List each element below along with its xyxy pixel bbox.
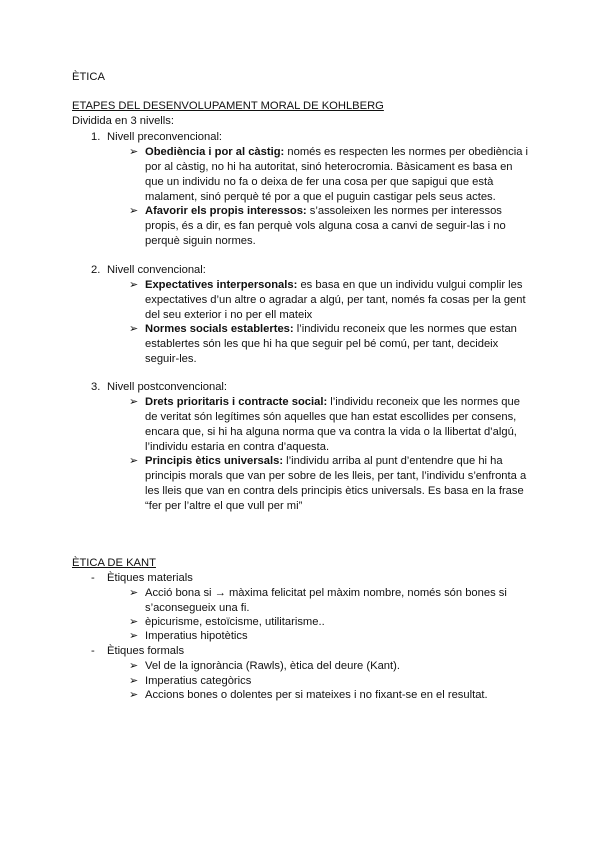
item-text-line: s’aconsegueix una fi.: [145, 602, 250, 614]
item-text-line: malament, sinó perquè té por a que el puguin castigar pels seus actes.: [145, 191, 496, 203]
arrow-bullet-icon: ➢: [129, 630, 139, 642]
list-item: Accions bones o dolentes per si mateixes i no fixant-se en el resultat.: [145, 689, 488, 701]
level-label: Nivell preconvencional:: [107, 131, 223, 143]
list-item: Imperatius categòrics: [145, 675, 252, 687]
item-text-line: només es respecten les normes per obediència i: [284, 146, 529, 158]
page-title: ÈTICA: [72, 71, 105, 83]
item-text-line: l’individu reconeix que les normes que estan: [293, 323, 517, 335]
arrow-bullet-icon: ➢: [129, 616, 139, 628]
item-text-line: l’individu reconeix que les normes que: [327, 396, 520, 408]
list-item: [145, 395, 533, 455]
item-text-line: Acció bona si → màxima felicitat pel màxim nombre, només són bones si: [145, 587, 507, 599]
item-text-line: establertes són les que hi ha que seguir pel bé comú, per tant, decideix: [145, 338, 499, 350]
level-number: 1.: [91, 131, 101, 143]
item-text-line: de veritat són legítimes són aquelles que han estat escollides per consens,: [145, 411, 517, 423]
list-item: [145, 454, 533, 514]
arrow-bullet-icon: ➢: [129, 455, 139, 467]
item-term: Afavorir els propis interessos:: [145, 205, 307, 217]
item-text-line: seguir-les.: [145, 353, 197, 365]
arrow-bullet-icon: ➢: [129, 396, 139, 408]
item-term: Normes socials establertes:: [145, 323, 294, 335]
list-item: [145, 322, 533, 367]
list-item: Vel de la ignorància (Rawls), ètica del deure (Kant).: [145, 660, 400, 672]
dash-bullet-icon: -: [91, 645, 95, 657]
list-item: [145, 145, 533, 205]
list-item: Imperatius hipotètics: [145, 630, 248, 642]
list-item: èpicurisme, estoïcisme, utilitarisme..: [145, 616, 325, 628]
item-text-line: l’individu arriba al punt d’entendre que hi ha: [283, 455, 503, 467]
item-text-line: propis, és a dir, es fan perquè vols alguna cosa a canvi de seguir-las i no: [145, 220, 506, 232]
item-text-line: l’individu estaria en contra d’aquesta.: [145, 441, 330, 453]
item-text-line: expectatives d’un altre o agradar a algú, per tant, només fa cosas per la gent: [145, 294, 526, 306]
list-item: [145, 278, 533, 323]
level-label: Nivell convencional:: [107, 264, 206, 276]
item-text-line: por al càstig, no hi ha autoritat, sinó heterocromia. Bàsicament es basa en: [145, 161, 513, 173]
item-text-line: les lleis que van en contra dels principis ètics universals. Es basa en la frase: [145, 485, 524, 497]
section-heading-kant: ÈTICA DE KANT: [72, 557, 156, 569]
arrow-bullet-icon: ➢: [129, 689, 139, 701]
item-term: Obediència i por al càstig:: [145, 146, 285, 158]
item-text-line: que un individu no fa o deixa de fer una cosa per que sapigui que està: [145, 176, 494, 188]
item-term: Principis ètics universals:: [145, 455, 284, 467]
arrow-bullet-icon: ➢: [129, 205, 139, 217]
arrow-bullet-icon: ➢: [129, 279, 139, 291]
list-item: [145, 204, 533, 249]
item-term: Drets prioritaris i contracte social:: [145, 396, 328, 408]
group-label: Ètiques formals: [107, 645, 185, 657]
item-text-line: encara que, si hi ha alguna norma que va contra la vida o la llibertat d’algú,: [145, 426, 517, 438]
dash-bullet-icon: -: [91, 572, 95, 584]
level-number: 2.: [91, 264, 101, 276]
item-text-line: s’assoleixen les normes per interessos: [306, 205, 502, 217]
arrow-bullet-icon: ➢: [129, 660, 139, 672]
section-heading-kohlberg: ETAPES DEL DESENVOLUPAMENT MORAL DE KOHLBERG: [72, 100, 384, 112]
item-text-line: perquè siguin normes.: [145, 235, 256, 247]
arrow-bullet-icon: ➢: [129, 675, 139, 687]
item-text-line: es basa en que un individu vulgui complir les: [297, 279, 523, 291]
level-label: Nivell postconvencional:: [107, 381, 228, 393]
level-number: 3.: [91, 381, 101, 393]
group-label: Ètiques materials: [107, 572, 193, 584]
item-text-line: “fer per l’altre el que vull per mi”: [145, 500, 303, 512]
arrow-bullet-icon: ➢: [129, 323, 139, 335]
arrow-bullet-icon: ➢: [129, 587, 139, 599]
list-item: [145, 586, 533, 616]
arrow-bullet-icon: ➢: [129, 146, 139, 158]
section-intro: Dividida en 3 nivells:: [72, 115, 174, 127]
item-text-line: del seu exterior i no per ell mateix: [145, 309, 313, 321]
item-text-line: principis morals que van per sobre de les lleis, per tant, l’individu s’enfronta a: [145, 470, 527, 482]
item-term: Expectatives interpersonals:: [145, 279, 298, 291]
